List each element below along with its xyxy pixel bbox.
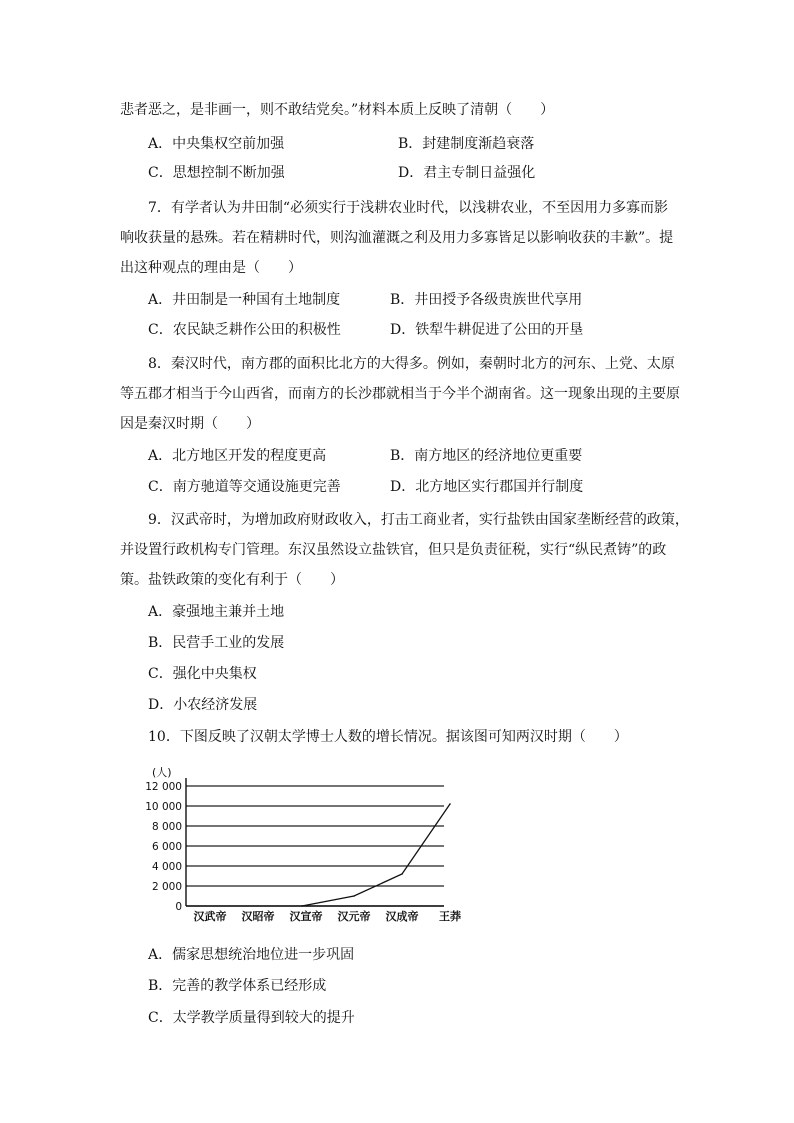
q10-option-c[interactable]: C．太学教学质量得到较大的提升 bbox=[148, 1010, 355, 1026]
q7-stem-line2: 响收获量的悬殊。若在精耕时代，则沟洫灌溉之利及用力多寡皆足以影响收获的丰歉”。提 bbox=[120, 230, 674, 246]
chart-x-tick-label: 汉昭帝 bbox=[241, 910, 275, 923]
chart-ylabel: (人) bbox=[152, 766, 172, 779]
chart-data-point bbox=[301, 905, 303, 907]
q7-option-a[interactable]: A．井田制是一种国有土地制度 bbox=[148, 292, 341, 308]
q9-stem-line1: 9．汉武帝时，为增加政府财政收入，打击工商业者，实行盐铁由国家垄断经营的政策， bbox=[148, 512, 689, 528]
chart-x-tick-label: 王莽 bbox=[439, 910, 461, 923]
chart-x-tick-label: 汉成帝 bbox=[385, 910, 419, 923]
doctoral-count-chart bbox=[145, 764, 461, 926]
chart-data-point bbox=[401, 873, 403, 875]
q6-option-d[interactable]: D．君主专制日益强化 bbox=[398, 165, 536, 181]
q10-stem: 10．下图反映了汉朝太学博士人数的增长情况。据该图可知两汉时期（ ） bbox=[148, 729, 628, 745]
chart-x-tick-label: 汉元帝 bbox=[337, 910, 371, 923]
q8-option-c[interactable]: C．南方驰道等交通设施更完善 bbox=[148, 479, 341, 495]
q9-option-c[interactable]: C．强化中央集权 bbox=[148, 666, 257, 682]
chart-y-tick-label: 4 000 bbox=[151, 861, 182, 873]
chart-x-tick-label: 汉武帝 bbox=[193, 910, 227, 923]
line-chart-svg bbox=[145, 764, 461, 926]
chart-y-tick-label: 12 000 bbox=[145, 781, 182, 793]
chart-y-tick-label: 10 000 bbox=[145, 801, 182, 813]
chart-y-tick-label: 8 000 bbox=[151, 821, 182, 833]
chart-y-tick-label: 0 bbox=[175, 901, 182, 913]
q7-option-d[interactable]: D．铁犁牛耕促进了公田的开垦 bbox=[390, 322, 584, 338]
q9-option-d[interactable]: D．小农经济发展 bbox=[148, 697, 258, 713]
q9-option-b[interactable]: B．民营手工业的发展 bbox=[148, 635, 285, 651]
q7-stem-line1: 7．有学者认为井田制“必须实行于浅耕农业时代，以浅耕农业，不至因用力多寡而影 bbox=[148, 200, 669, 216]
q10-option-a[interactable]: A．儒家思想统治地位进一步巩固 bbox=[148, 947, 355, 963]
q9-option-a[interactable]: A．豪强地主兼并土地 bbox=[148, 604, 285, 620]
q8-option-b[interactable]: B．南方地区的经济地位更重要 bbox=[390, 448, 583, 464]
q7-option-c[interactable]: C．农民缺乏耕作公田的积极性 bbox=[148, 322, 341, 338]
chart-y-tick-label: 6 000 bbox=[151, 841, 182, 853]
q7-option-b[interactable]: B．井田授予各级贵族世代享用 bbox=[390, 292, 583, 308]
q6-stem: 悲者恶之，是非画一，则不敢结党矣。”材料本质上反映了清朝（ ） bbox=[120, 102, 555, 118]
q9-stem-line2: 并设置行政机构专门管理。东汉虽然设立盐铁官，但只是负责征税，实行“纵民煮铸”的政 bbox=[120, 542, 667, 558]
chart-series-line bbox=[302, 804, 450, 906]
q6-option-c[interactable]: C．思想控制不断加强 bbox=[148, 165, 285, 181]
q6-option-b[interactable]: B．封建制度渐趋衰落 bbox=[398, 136, 535, 152]
chart-x-tick-label: 汉宣帝 bbox=[289, 910, 323, 923]
q10-option-b[interactable]: B．完善的教学体系已经形成 bbox=[148, 978, 327, 994]
q7-stem-line3: 出这种观点的理由是（ ） bbox=[120, 260, 302, 276]
q6-option-a[interactable]: A．中央集权空前加强 bbox=[148, 136, 285, 152]
chart-data-point bbox=[449, 803, 451, 805]
chart-data-point bbox=[353, 895, 355, 897]
q8-option-a[interactable]: A．北方地区开发的程度更高 bbox=[148, 448, 327, 464]
q8-stem-line2: 等五郡才相当于今山西省，而南方的长沙郡就相当于今半个湖南省。这一现象出现的主要原 bbox=[120, 386, 680, 402]
chart-y-tick-label: 2 000 bbox=[151, 881, 182, 893]
q9-stem-line3: 策。盐铁政策的变化有利于（ ） bbox=[120, 572, 344, 588]
q8-stem-line3: 因是秦汉时期（ ） bbox=[120, 416, 260, 432]
q8-stem-line1: 8．秦汉时代，南方郡的面积比北方的大得多。例如，秦朝时北方的河东、上党、太原 bbox=[148, 356, 675, 372]
q8-option-d[interactable]: D．北方地区实行郡国并行制度 bbox=[390, 479, 584, 495]
